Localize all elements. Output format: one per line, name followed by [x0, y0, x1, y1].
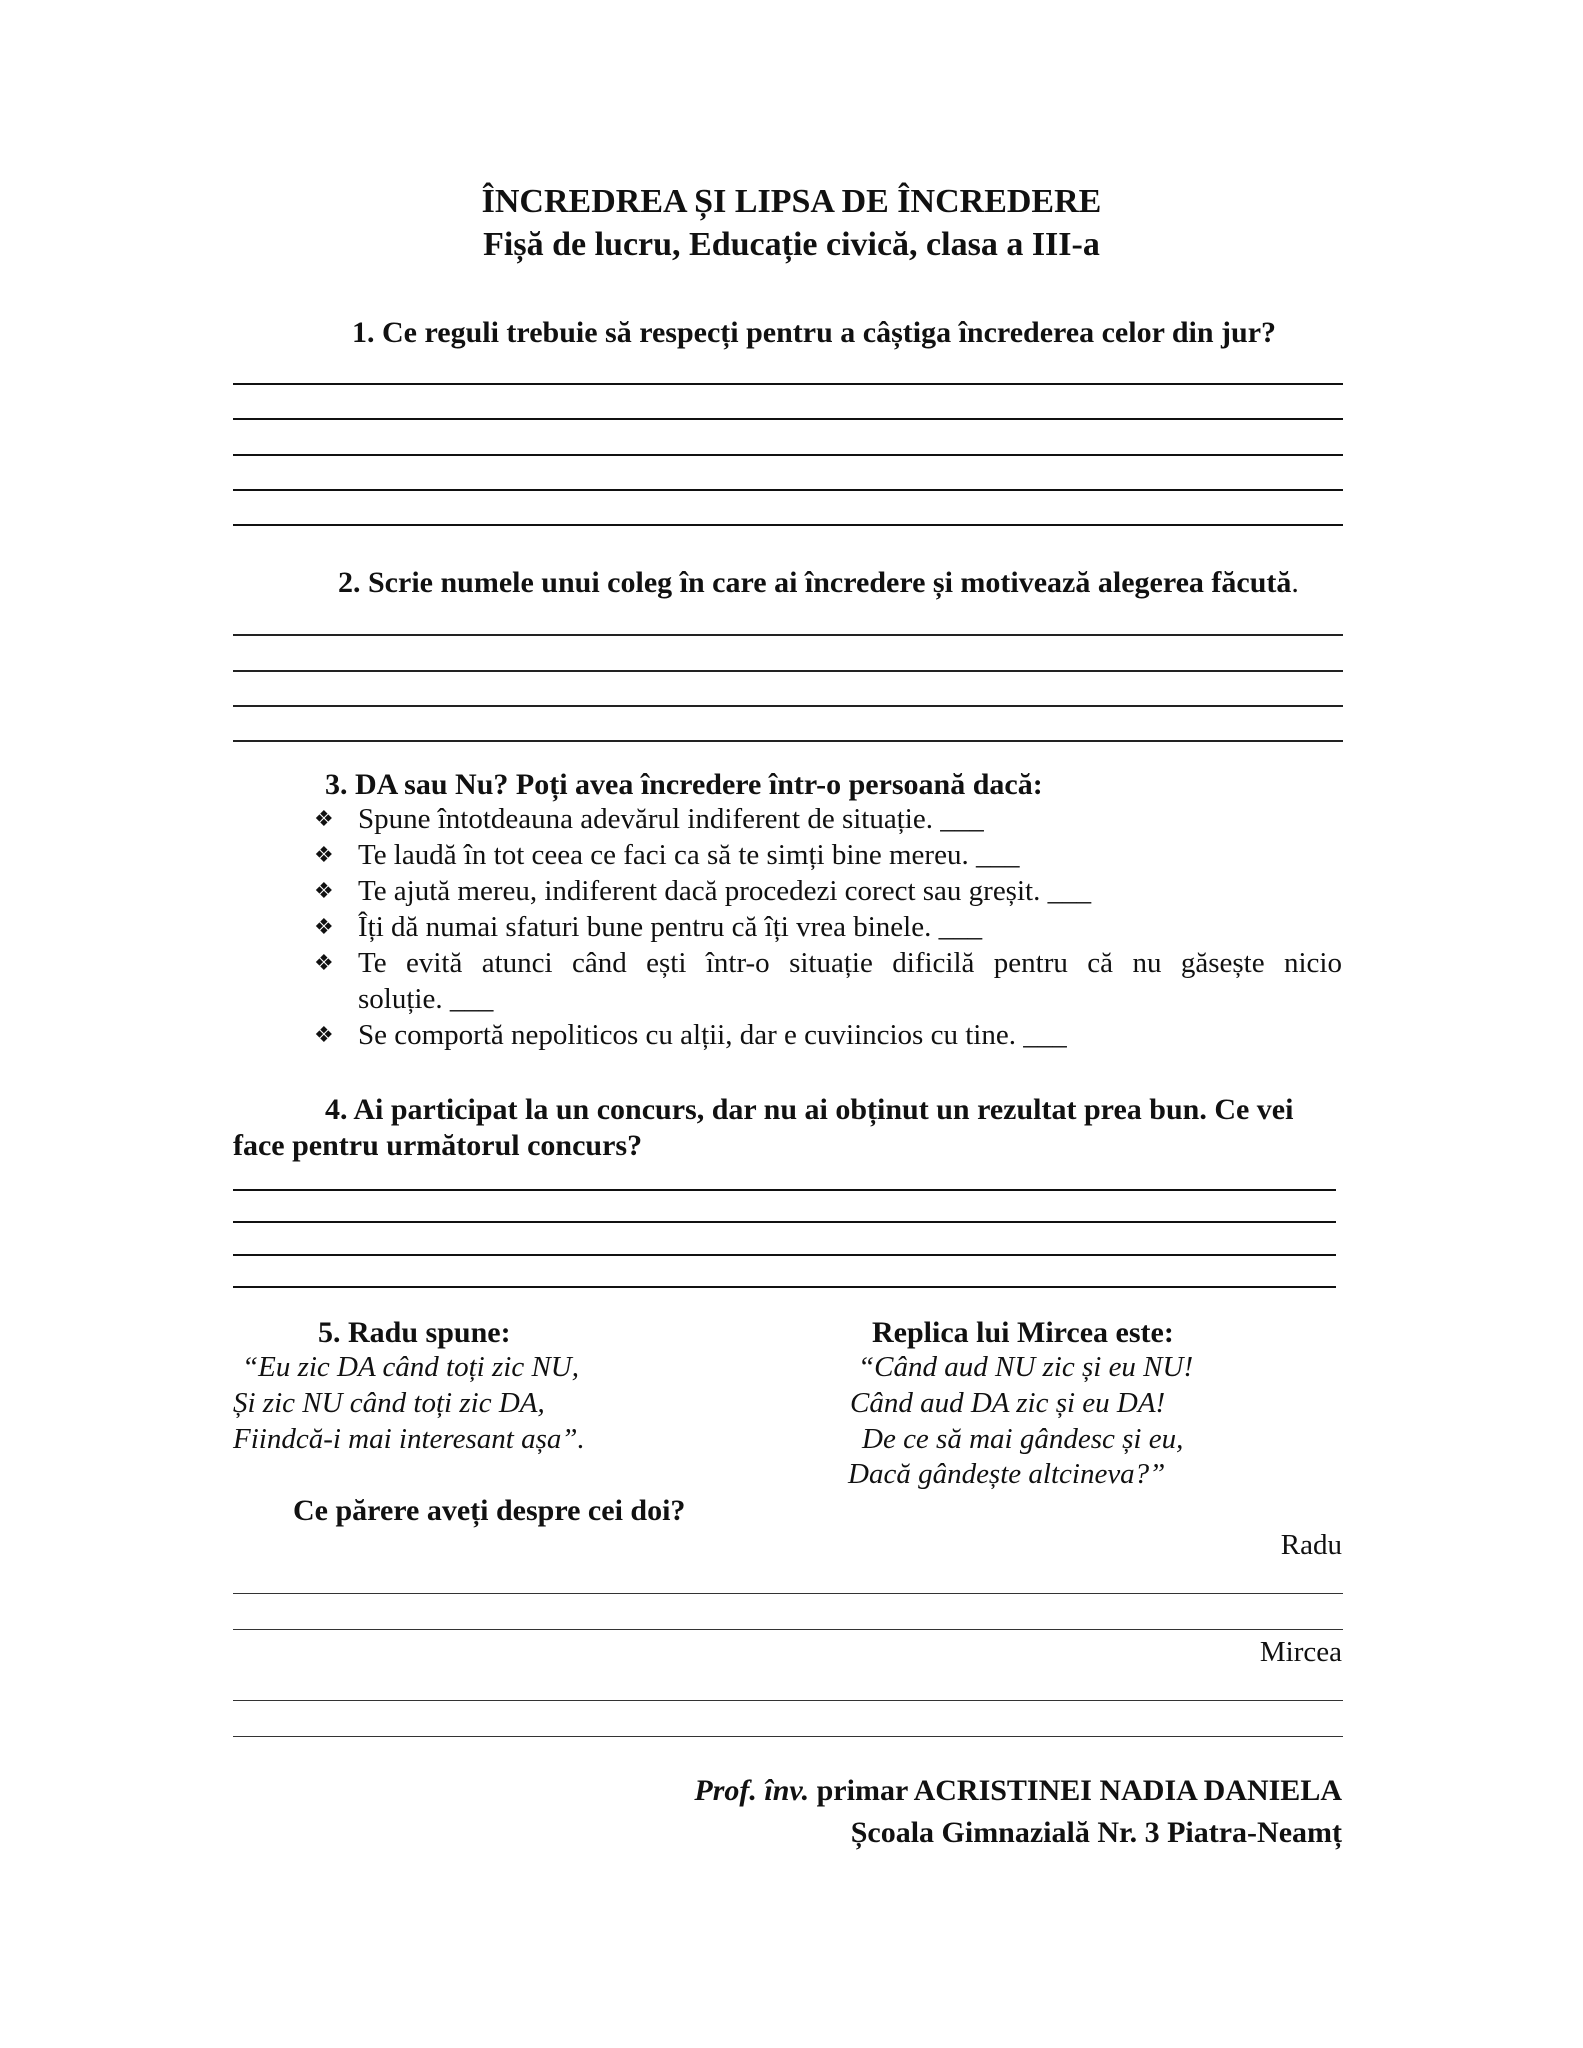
author-title: Prof. înv.	[694, 1774, 810, 1807]
mircea-verse-line: De ce să mai gândesc și eu,	[862, 1423, 1184, 1455]
diamond-bullet-icon: ❖	[314, 807, 334, 832]
answer-line[interactable]	[233, 1736, 1343, 1737]
answer-line[interactable]	[233, 1221, 1336, 1223]
answer-line[interactable]	[233, 1593, 1343, 1594]
school-name: Școala Gimnazială Nr. 3 Piatra-Neamț	[850, 1816, 1342, 1849]
answer-line[interactable]	[233, 740, 1343, 742]
answer-line[interactable]	[233, 489, 1343, 491]
diamond-bullet-icon: ❖	[314, 915, 334, 940]
list-item-text: Se comportă nepoliticos cu alții, dar e cuviincios cu tine. ___	[358, 1019, 1067, 1051]
label-radu: Radu	[1280, 1529, 1342, 1561]
list-item[interactable]	[314, 911, 982, 944]
label-mircea: Mircea	[1259, 1636, 1342, 1668]
list-item-text: Te laudă în tot ceea ce faci ca să te simți bine mereu. ___	[358, 839, 1020, 871]
radu-heading: 5. Radu spune:	[318, 1316, 511, 1349]
author-name: primar ACRISTINEI NADIA DANIELA	[809, 1774, 1342, 1807]
diamond-bullet-icon: ❖	[314, 1023, 334, 1048]
diamond-bullet-icon: ❖	[314, 879, 334, 904]
mircea-verse-line: Dacă gândește altcineva?”	[848, 1458, 1166, 1490]
answer-line[interactable]	[233, 1700, 1343, 1701]
list-item-text: Spune întotdeauna adevărul indiferent de situație. ___	[358, 803, 984, 835]
answer-line[interactable]	[233, 1189, 1336, 1191]
mircea-verse-line: Când aud DA zic și eu DA!	[850, 1387, 1166, 1419]
list-item-text: Te ajută mereu, indiferent dacă procedezi corect sau greșit. ___	[358, 875, 1092, 907]
answer-line[interactable]	[233, 705, 1343, 707]
list-item[interactable]	[314, 803, 984, 836]
question-3: 3. DA sau Nu? Poți avea încredere într-o persoană dacă:	[325, 768, 1043, 801]
list-item[interactable]	[314, 1019, 1067, 1052]
mircea-verse-line: “Când aud NU zic și eu NU!	[858, 1351, 1194, 1383]
question-2-period: .	[1291, 566, 1299, 599]
question-4-line-2: face pentru următorul concurs?	[233, 1129, 643, 1162]
mircea-heading: Replica lui Mircea este:	[872, 1316, 1174, 1349]
list-item-text: Îți dă numai sfaturi bune pentru că îți vrea binele. ___	[358, 911, 983, 943]
answer-line[interactable]	[233, 383, 1343, 385]
answer-line[interactable]	[233, 634, 1343, 636]
answer-line[interactable]	[233, 1629, 1343, 1630]
answer-line[interactable]	[233, 418, 1343, 420]
answer-line[interactable]	[233, 670, 1343, 672]
list-item[interactable]	[314, 947, 358, 980]
list-item[interactable]	[314, 839, 1019, 872]
answer-line[interactable]	[233, 1254, 1336, 1256]
answer-line[interactable]	[233, 524, 1343, 526]
list-item[interactable]	[314, 875, 1091, 908]
page-subtitle: Fișă de lucru, Educație civică, clasa a III-a	[483, 226, 1100, 263]
question-4-line-1: 4. Ai participat la un concurs, dar nu ai obținut un rezultat prea bun. Ce vei	[325, 1093, 1294, 1126]
question-5-prompt: Ce părere aveți despre cei doi?	[293, 1494, 686, 1527]
answer-line[interactable]	[233, 454, 1343, 456]
list-item-text: Te evită atunci când ești într-o situație dificilă pentru că nu găsește nicio	[358, 947, 1342, 979]
author-signature	[694, 1774, 1342, 1808]
answer-line[interactable]	[233, 1286, 1336, 1288]
diamond-bullet-icon: ❖	[314, 843, 334, 868]
radu-verse-line: Fiindcă-i mai interesant așa”.	[233, 1423, 585, 1455]
question-2	[338, 566, 1299, 600]
page-title: ÎNCREDREA ȘI LIPSA DE ÎNCREDERE	[481, 183, 1102, 220]
list-item-text-continued: soluție. ___	[358, 983, 494, 1015]
question-1: 1. Ce reguli trebuie să respecți pentru a câștiga încrederea celor din jur?	[352, 316, 1277, 349]
question-2-text: 2. Scrie numele unui coleg în care ai încredere și motivează alegerea făcută	[338, 566, 1292, 599]
radu-verse-line: “Eu zic DA când toți zic NU,	[242, 1351, 579, 1383]
radu-verse-line: Și zic NU când toți zic DA,	[233, 1387, 545, 1419]
diamond-bullet-icon: ❖	[314, 951, 334, 976]
